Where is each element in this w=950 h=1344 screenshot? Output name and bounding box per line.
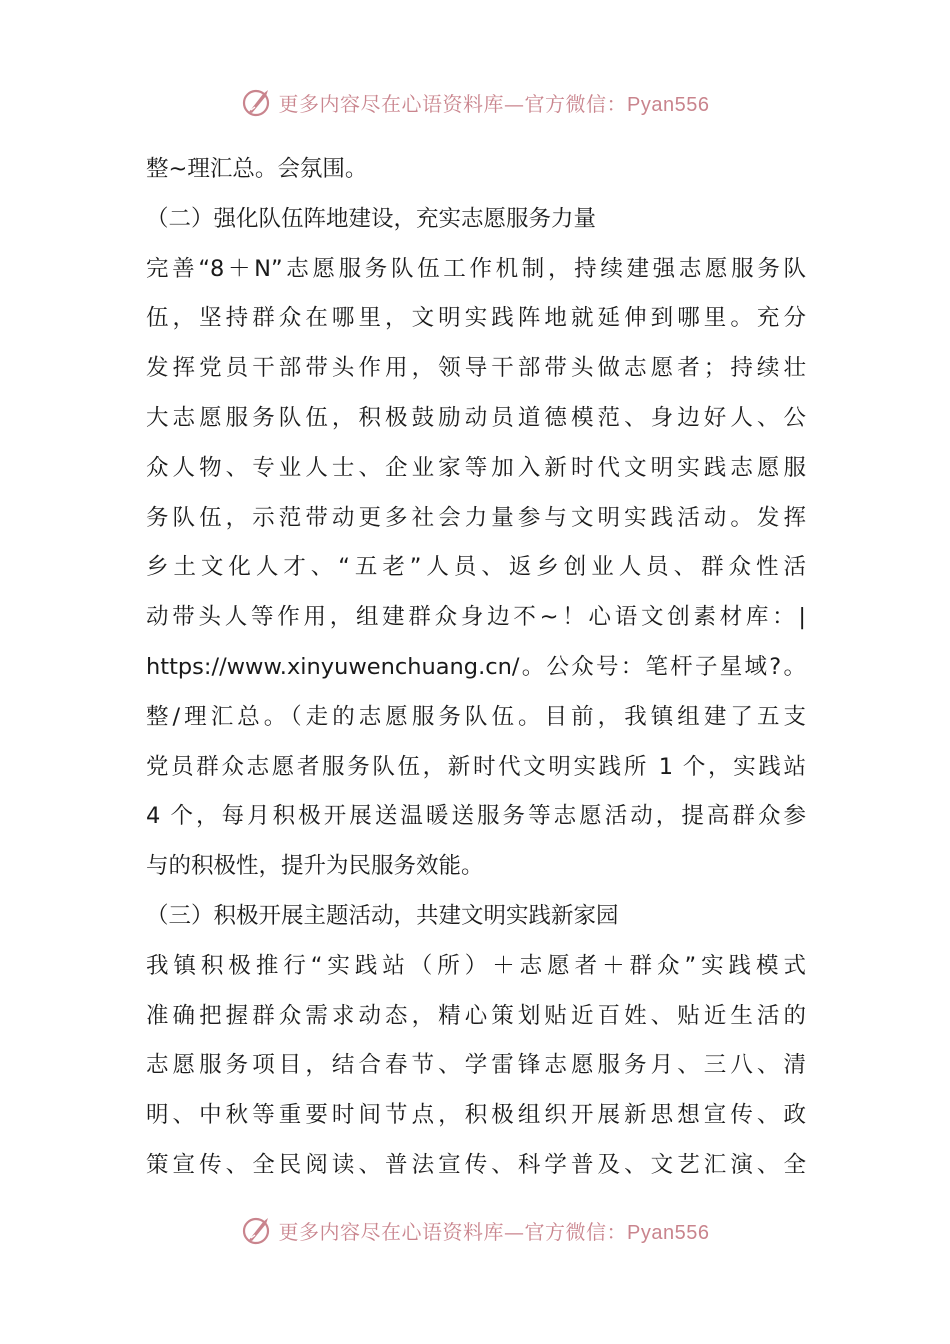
watermark-text: 更多内容尽在心语资料库—官方微信：Pyan556 (278, 91, 710, 116)
header-watermark (0, 82, 950, 122)
text-line: 动带头人等作用，组建群众身边不~！心语文创素材库：| (146, 604, 806, 631)
text-line: （三）积极开展主题活动，共建文明实践新家园 (146, 902, 619, 929)
text-line: 与的积极性，提升为民服务效能。 (146, 853, 484, 880)
pen-nib-icon (241, 1213, 275, 1247)
text-line: 明、中秋等重要时间节点，积极组织开展新思想宣传、政 (146, 1102, 806, 1129)
text-line: 务队伍，示范带动更多社会力量参与文明实践活动。发挥 (146, 504, 806, 531)
text-line: 4 个，每月积极开展送温暖送服务等志愿活动，提高群众参 (146, 803, 806, 830)
text-line: https://www.xinyuwenchuang.cn/。公众号：笔杆子星域?。 (146, 653, 806, 680)
text-line: 众人物、专业人士、企业家等加入新时代文明实践志愿服 (146, 454, 806, 481)
text-line: 准确把握群众需求动态，精心策划贴近百姓、贴近生活的 (146, 1002, 806, 1029)
text-line: 我镇积极推行“实践站（所）＋志愿者＋群众”实践模式 (146, 952, 806, 979)
text-line: 整~理汇总。会氛围。 (146, 156, 368, 182)
text-line: 大志愿服务队伍，积极鼓励动员道德模范、身边好人、公 (146, 404, 806, 431)
text-line: 策宣传、全民阅读、普法宣传、科学普及、文艺汇演、全 (146, 1151, 806, 1178)
text-line: 乡土文化人才、“五老”人员、返乡创业人员、群众性活 (146, 554, 806, 581)
footer-watermark (0, 1210, 950, 1250)
text-line: （二）强化队伍阵地建设，充实志愿服务力量 (146, 205, 597, 232)
document-body (146, 145, 806, 1191)
text-line: 党员群众志愿者服务队伍，新时代文明实践所 1 个，实践站 (146, 753, 806, 780)
text-line: 伍，坚持群众在哪里，文明实践阵地就延伸到哪里。充分 (146, 305, 806, 332)
text-line: 发挥党员干部带头作用，领导干部带头做志愿者；持续壮 (146, 355, 806, 382)
text-line: 整/理汇总。（走的志愿服务队伍。目前，我镇组建了五支 (146, 703, 806, 730)
pen-nib-icon (241, 85, 275, 119)
text-line: 志愿服务项目，结合春节、学雷锋志愿服务月、三八、清 (146, 1052, 806, 1079)
text-line: 完善“8＋N”志愿服务队伍工作机制，持续建强志愿服务队 (146, 255, 806, 282)
watermark-text: 更多内容尽在心语资料库—官方微信：Pyan556 (278, 1219, 710, 1244)
